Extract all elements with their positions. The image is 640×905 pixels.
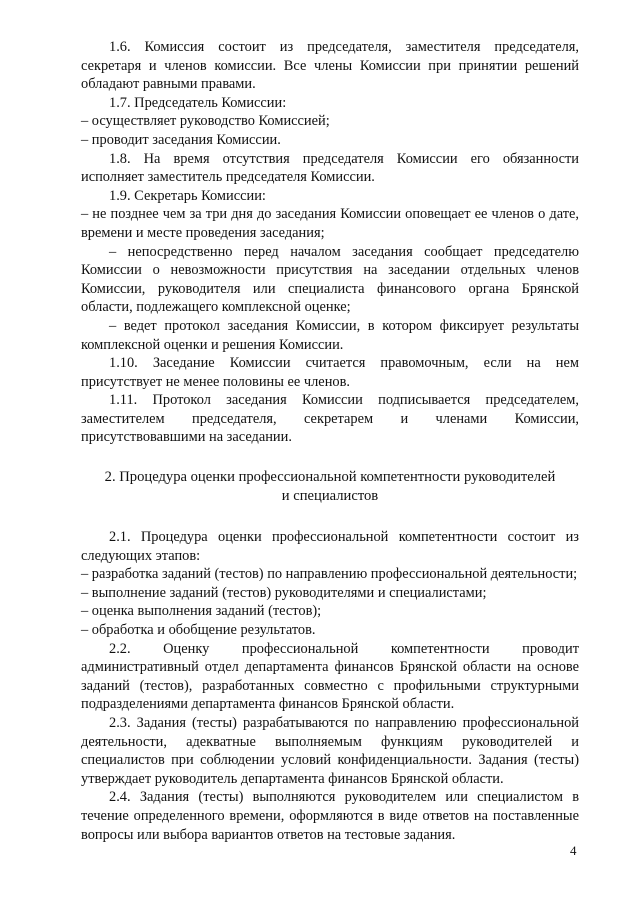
paragraph-1-9: 1.9. Секретарь Комиссии: bbox=[109, 187, 266, 204]
list-item: – выполнение заданий (тестов) руководителями и специалистами; bbox=[81, 584, 487, 601]
paragraph-1-6: 1.6. Комиссия состоит из председателя, заместителя председателя, секретаря и членов комиссии. Все члены Комиссии при принятии решений обладают равными правами. bbox=[81, 39, 579, 93]
list-item: – оценка выполнения заданий (тестов); bbox=[81, 603, 322, 620]
list-item: – разработка заданий (тестов) по направлению профессиональной деятельности; bbox=[81, 566, 578, 583]
paragraph-2-1: 2.1. Процедура оценки профессиональной компетентности состоит из следующих этапов: bbox=[81, 529, 579, 564]
paragraph-1-10: 1.10. Заседание Комиссии считается правомочным, если на нем присутствует не менее половины ее членов. bbox=[81, 355, 579, 390]
page-number: 4 bbox=[570, 843, 577, 858]
paragraph-2-3: 2.3. Задания (тесты) разрабатываются по направлению профессиональной деятельности, адекватные выполняемым функциям руководителей и специалистов при соблюдении условий конфиденциальности. Задания (тесты) утверждает руководитель департамента финансов Брянской области. bbox=[81, 715, 579, 787]
list-item: – непосредственно перед началом заседания сообщает председателю Комиссии о невозможности присутствия на заседании отдельных членов Комиссии, руководителя или специалиста финансового органа Брянской области, подлежащего комплексной оценке; bbox=[81, 243, 579, 316]
paragraph-1-11: 1.11. Протокол заседания Комиссии подписывается председателем, заместителем председателя, секретарем и членами Комиссии, присутствовавшими на заседании. bbox=[81, 392, 579, 446]
list-item: – обработка и обобщение результатов. bbox=[81, 622, 316, 639]
paragraph-1-8: 1.8. На время отсутствия председателя Комиссии его обязанности исполняет заместитель председателя Комиссии. bbox=[81, 150, 579, 186]
paragraph-1-7: 1.7. Председатель Комиссии: bbox=[109, 94, 287, 111]
paragraph-2-4: 2.4. Задания (тесты) выполняются руководителем или специалистом в течение определенного времени, оформляются в виде ответов на поставленные вопросы или выбора вариантов ответов на тестовые задания. bbox=[81, 789, 579, 843]
document-page bbox=[81, 38, 579, 844]
list-item: – осуществляет руководство Комиссией; bbox=[81, 113, 330, 130]
paragraph-2-2: 2.2. Оценку профессиональной компетентности проводит административный отдел департамента финансов Брянской области на основе заданий (тестов), разработанных совместно с профильными структурными подразделениями департамента финансов Брянской области. bbox=[81, 640, 579, 713]
list-item: – ведет протокол заседания Комиссии, в котором фиксирует результаты комплексной оценки и решения Комиссии. bbox=[81, 317, 579, 353]
section-heading: 2. Процедура оценки профессиональной компетентности руководителей и специалистов bbox=[104, 469, 556, 505]
list-item: – не позднее чем за три дня до заседания Комиссии оповещает ее членов о дате, времени и месте проведения заседания; bbox=[81, 206, 579, 241]
list-item: – проводит заседания Комиссии. bbox=[81, 131, 281, 148]
